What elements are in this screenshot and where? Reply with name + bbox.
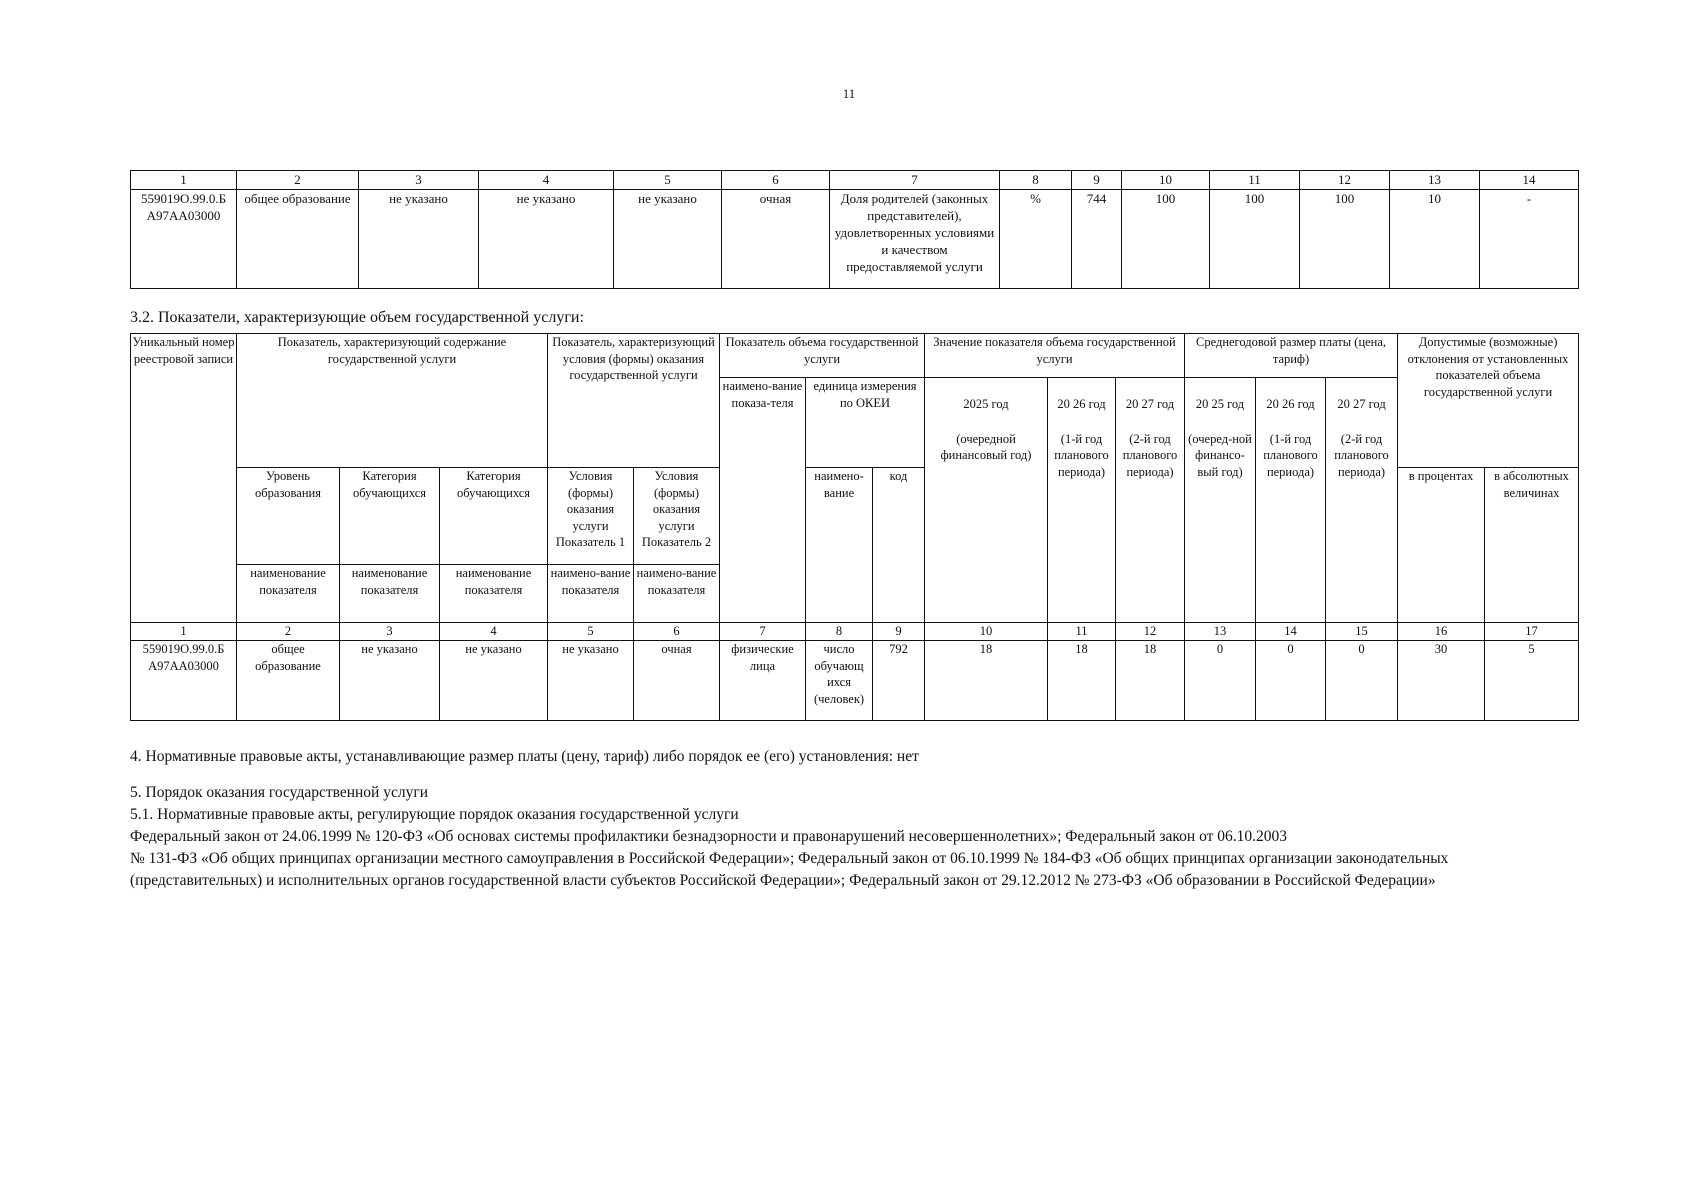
col-num: 3 bbox=[359, 171, 479, 190]
col-num: 3 bbox=[340, 623, 440, 641]
fee-2026-label: 20 26 год bbox=[1266, 397, 1315, 411]
fee-2026-sub: (1-й год планового периода) bbox=[1263, 431, 1318, 479]
fee-2025: 0 bbox=[1185, 641, 1256, 721]
header-fee-2027 bbox=[1326, 378, 1398, 623]
header-indicator-name-2: наименование показателя bbox=[340, 565, 440, 623]
col-num: 1 bbox=[131, 623, 237, 641]
col-num: 13 bbox=[1390, 171, 1480, 190]
registry-number: 559019О.99.0.Б А97АА03000 bbox=[131, 190, 237, 289]
col-num: 4 bbox=[440, 623, 548, 641]
header-unique-number: Уникальный номер реестровой записи bbox=[131, 334, 237, 623]
header-deviation: Допустимые (возможные) отклонения от установленных показателей объема государственной услуги bbox=[1398, 334, 1579, 468]
header-condition-1: Условия (формы) оказания услуги Показатель 1 bbox=[548, 468, 634, 565]
quality-indicators-table bbox=[130, 170, 1579, 289]
year-2027-label: 20 27 год bbox=[1125, 397, 1175, 411]
header-fee-2025 bbox=[1185, 378, 1256, 623]
fee-2025-sub: (очеред-ной финансо-вый год) bbox=[1188, 431, 1252, 479]
fee-2026: 0 bbox=[1256, 641, 1326, 721]
header-year-2027 bbox=[1116, 378, 1185, 623]
header-indicator-name-3: наименование показателя bbox=[440, 565, 548, 623]
registry-number: 559019О.99.0.Б А97АА03000 bbox=[131, 641, 237, 721]
header-volume: Показатель объема государственной услуги bbox=[720, 334, 925, 378]
volume-indicators-table bbox=[130, 333, 1579, 721]
column-numbers-row bbox=[131, 623, 1579, 641]
table-row bbox=[131, 190, 1579, 289]
cell-c4: не указано bbox=[479, 190, 614, 289]
header-condition-2: Условия (формы) оказания услуги Показатель 2 bbox=[634, 468, 720, 565]
value-2027: 18 bbox=[1116, 641, 1185, 721]
law-line-1: Федеральный закон от 24.06.1999 № 120-ФЗ «Об основах системы профилактики безнадзорности и правонарушений несовершеннолетних»; Федеральный закон от 06.10.2003 bbox=[130, 828, 1288, 845]
col-num: 11 bbox=[1048, 623, 1116, 641]
header-unit-name: наимено-вание bbox=[806, 468, 873, 623]
col-num: 6 bbox=[722, 171, 830, 190]
header-indicator-name-5: наимено-вание показателя bbox=[634, 565, 720, 623]
header-unit-code: код bbox=[873, 468, 925, 623]
section-3-2-title: 3.2. Показатели, характеризующие объем государственной услуги: bbox=[130, 309, 584, 326]
deviation-absolute: - bbox=[1480, 190, 1579, 289]
year-2026-label: 20 26 год bbox=[1057, 397, 1106, 411]
column-numbers-row bbox=[131, 171, 1579, 190]
col-num: 7 bbox=[830, 171, 1000, 190]
header-volume-name: наимено-вание показа-теля bbox=[720, 378, 806, 623]
paragraph-5-1: 5.1. Нормативные правовые акты, регулирующие порядок оказания государственной услуги bbox=[130, 806, 739, 823]
header-deviation-percent: в процентах bbox=[1398, 468, 1485, 623]
cell-c3: не указано bbox=[359, 190, 479, 289]
cell-c5: не указано bbox=[548, 641, 634, 721]
value-2026: 100 bbox=[1210, 190, 1300, 289]
col-num: 14 bbox=[1256, 623, 1326, 641]
unit-code: 744 bbox=[1072, 190, 1122, 289]
col-num: 12 bbox=[1116, 623, 1185, 641]
col-num: 5 bbox=[614, 171, 722, 190]
table-row bbox=[131, 641, 1579, 721]
col-num: 8 bbox=[806, 623, 873, 641]
header-category-2: Категория обучающихся bbox=[440, 468, 548, 565]
header-deviation-absolute: в абсолютных величинах bbox=[1485, 468, 1579, 623]
fee-2025-label: 20 25 год bbox=[1195, 397, 1245, 411]
cell-c5: не указано bbox=[614, 190, 722, 289]
col-num: 11 bbox=[1210, 171, 1300, 190]
col-num: 5 bbox=[548, 623, 634, 641]
education-level: общее образование bbox=[237, 190, 359, 289]
service-form: очная bbox=[722, 190, 830, 289]
col-num: 15 bbox=[1326, 623, 1398, 641]
header-level: Уровень образования bbox=[237, 468, 340, 565]
header-year-2026 bbox=[1048, 378, 1116, 623]
col-num: 9 bbox=[873, 623, 925, 641]
unit-name: % bbox=[1000, 190, 1072, 289]
col-num: 13 bbox=[1185, 623, 1256, 641]
cell-c3: не указано bbox=[340, 641, 440, 721]
volume-name: физические лица bbox=[720, 641, 806, 721]
header-fee: Среднегодовой размер платы (цена, тариф) bbox=[1185, 334, 1398, 378]
year-2027-sub: (2-й год планового периода) bbox=[1122, 431, 1178, 479]
header-indicator-name-4: наимено-вание показателя bbox=[548, 565, 634, 623]
col-num: 8 bbox=[1000, 171, 1072, 190]
value-2025: 18 bbox=[925, 641, 1048, 721]
col-num: 2 bbox=[237, 623, 340, 641]
unit-name: число обучающ ихся (человек) bbox=[806, 641, 873, 721]
col-num: 1 bbox=[131, 171, 237, 190]
deviation-absolute: 5 bbox=[1485, 641, 1579, 721]
unit-code: 792 bbox=[873, 641, 925, 721]
col-num: 9 bbox=[1072, 171, 1122, 190]
header-row-1 bbox=[131, 334, 1579, 378]
header-conditions: Показатель, характеризующий условия (формы) оказания государственной услуги bbox=[548, 334, 720, 468]
col-num: 7 bbox=[720, 623, 806, 641]
header-unit: единица измерения по ОКЕИ bbox=[806, 378, 925, 468]
fee-2027-label: 20 27 год bbox=[1337, 397, 1386, 411]
value-2027: 100 bbox=[1300, 190, 1390, 289]
header-category-1: Категория обучающихся bbox=[340, 468, 440, 565]
header-content: Показатель, характеризующий содержание государственной услуги bbox=[237, 334, 548, 468]
value-2026: 18 bbox=[1048, 641, 1116, 721]
col-num: 14 bbox=[1480, 171, 1579, 190]
fee-2027: 0 bbox=[1326, 641, 1398, 721]
paragraph-4: 4. Нормативные правовые акты, устанавливающие размер платы (цену, тариф) либо порядок ее (его) установления: нет bbox=[130, 748, 919, 765]
col-num: 10 bbox=[1122, 171, 1210, 190]
header-year-2025 bbox=[925, 378, 1048, 623]
deviation-percent: 30 bbox=[1398, 641, 1485, 721]
year-2025-sub: (очередной финансовый год) bbox=[940, 431, 1032, 462]
value-2025: 100 bbox=[1122, 190, 1210, 289]
col-num: 12 bbox=[1300, 171, 1390, 190]
col-num: 2 bbox=[237, 171, 359, 190]
year-2025-label: 2025 год bbox=[963, 397, 1009, 411]
page-number: 11 bbox=[842, 86, 856, 101]
law-line-2: № 131-ФЗ «Об общих принципах организации местного самоуправления в Российской Федерации»; Федеральный закон от 06.10.1999 № 184-ФЗ «Об общих принципах организации законодательных bbox=[130, 850, 1449, 867]
header-indicator-name-1: наименование показателя bbox=[237, 565, 340, 623]
paragraph-5: 5. Порядок оказания государственной услуги bbox=[130, 784, 428, 801]
fee-2027-sub: (2-й год планового периода) bbox=[1334, 431, 1389, 479]
service-form: очная bbox=[634, 641, 720, 721]
year-2026-sub: (1-й год планового периода) bbox=[1054, 431, 1109, 479]
education-level: общее образование bbox=[237, 641, 340, 721]
header-value: Значение показателя объема государственной услуги bbox=[925, 334, 1185, 378]
deviation-percent: 10 bbox=[1390, 190, 1480, 289]
law-line-3: (представительных) и исполнительных органов государственной власти субъектов Российской Федерации»; Федеральный закон от 29.12.2012 № 273-ФЗ «Об образовании в Российской Федерации» bbox=[130, 872, 1436, 889]
col-num: 6 bbox=[634, 623, 720, 641]
cell-c4: не указано bbox=[440, 641, 548, 721]
col-num: 17 bbox=[1485, 623, 1579, 641]
indicator-name: Доля родителей (законных представителей), удовлетворенных условиями и качеством предоставляемой услуги bbox=[830, 190, 1000, 289]
col-num: 10 bbox=[925, 623, 1048, 641]
header-fee-2026 bbox=[1256, 378, 1326, 623]
col-num: 4 bbox=[479, 171, 614, 190]
col-num: 16 bbox=[1398, 623, 1485, 641]
